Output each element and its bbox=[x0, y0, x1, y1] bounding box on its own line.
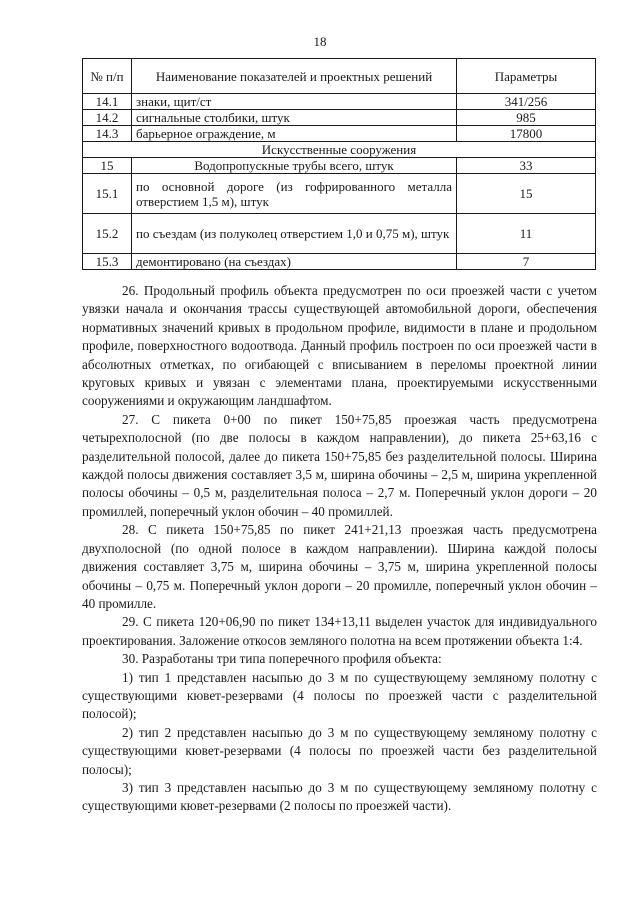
table-header-row bbox=[83, 59, 596, 94]
row-num: 15.2 bbox=[83, 214, 132, 254]
row-value: 11 bbox=[457, 214, 596, 254]
row-value: 985 bbox=[457, 110, 596, 126]
list-item-type-3: 3) тип 3 представлен насыпью до 3 м по существующему земляному полотну с существующими кювет-резервами (2 полосы по проезжей части). bbox=[82, 779, 597, 814]
table-row bbox=[83, 254, 596, 270]
table-row bbox=[83, 214, 596, 254]
row-num: 15.1 bbox=[83, 174, 132, 214]
parameters-table bbox=[82, 58, 596, 270]
section-title: Искусственные сооружения bbox=[83, 142, 596, 158]
header-name: Наименование показателей и проектных решений bbox=[132, 59, 457, 94]
table-row bbox=[83, 94, 596, 110]
row-name: демонтировано (на съездах) bbox=[132, 254, 457, 270]
list-item-type-2: 2) тип 2 представлен насыпью до 3 м по существующему земляному полотну с существующими кювет-резервами (4 полосы по проезжей части без разделительной полосы); bbox=[82, 724, 597, 777]
row-num: 14.3 bbox=[83, 126, 132, 142]
row-value: 15 bbox=[457, 174, 596, 214]
row-num: 15.3 bbox=[83, 254, 132, 270]
row-name: Водопропускные трубы всего, штук bbox=[132, 158, 457, 174]
row-name: знаки, щит/ст bbox=[132, 94, 457, 110]
row-value: 341/256 bbox=[457, 94, 596, 110]
header-value: Параметры bbox=[457, 59, 596, 94]
row-name: барьерное ограждение, м bbox=[132, 126, 457, 142]
body-text bbox=[82, 282, 597, 816]
list-item-type-1: 1) тип 1 представлен насыпью до 3 м по существующему земляному полотну с существующими кювет-резервами (4 полосы по проезжей части с разделительной полосой); bbox=[82, 669, 597, 722]
table-row bbox=[83, 126, 596, 142]
table-row bbox=[83, 174, 596, 214]
row-value: 17800 bbox=[457, 126, 596, 142]
paragraph-28: 28. С пикета 150+75,85 по пикет 241+21,13 проезжая часть предусмотрена двухполосной (по одной полосе в каждом направлении). Ширина каждой полосы движения составляет 3,75 м, ширина обочины – 3,75 м, ширина укрепленной полосы обочины – 0,75 м. Поперечный уклон дороги – 20 промилле, поперечный уклон обочин – 40 промилле. bbox=[82, 522, 597, 611]
table-section-row bbox=[83, 142, 596, 158]
table-row bbox=[83, 110, 596, 126]
paragraph-29: 29. С пикета 120+06,90 по пикет 134+13,11 выделен участок для индивидуального проектирования. Заложение откосов земляного полотна на всем протяжении объекта 1:4. bbox=[82, 614, 597, 648]
paragraph-27: 27. С пикета 0+00 по пикет 150+75,85 проезжая часть предусмотрена четырехполосной (по две полосы в каждом направлении), до пикета 25+63,16 с разделительной полосой, далее до пикета 150+75,85 без разделительной полосы. Ширина каждой полосы движения составляет 3,5 м, ширина обочины – 2,5 м, ширина укрепленной полосы обочины – 0,5 м, разделительная полоса – 2,7 м. Поперечный уклон дороги – 20 промиллей, поперечный уклон обочин – 40 промиллей. bbox=[82, 411, 597, 519]
row-name: по съездам (из полуколец отверстием 1,0 и 0,75 м), штук bbox=[132, 214, 457, 254]
page-number: 18 bbox=[313, 34, 327, 49]
row-num: 15 bbox=[83, 158, 132, 174]
row-name: сигнальные столбики, штук bbox=[132, 110, 457, 126]
row-value: 7 bbox=[457, 254, 596, 270]
paragraph-26: 26. Продольный профиль объекта предусмотрен по оси проезжей части с учетом увязки начала и окончания трассы существующей автомобильной дороги, обеспечения нормативных значений кривых в продольном профиле, видимости в плане и продольном профиле, поверхностного водоотвода. Данный профиль построен по оси проезжей части в абсолютных отметках, по огибающей с вписыванием в переломы проектной линии круговых кривых и увязан с элементами плана, проектируемыми искусственными сооружениями и окружающим ландшафтом. bbox=[82, 283, 597, 409]
row-name: по основной дороге (из гофрированного металла отверстием 1,5 м), штук bbox=[132, 174, 457, 214]
table-row bbox=[83, 158, 596, 174]
row-num: 14.2 bbox=[83, 110, 132, 126]
paragraph-30: 30. Разработаны три типа поперечного профиля объекта: bbox=[122, 651, 442, 667]
header-num: № п/п bbox=[83, 59, 132, 94]
row-num: 14.1 bbox=[83, 94, 132, 110]
row-value: 33 bbox=[457, 158, 596, 174]
